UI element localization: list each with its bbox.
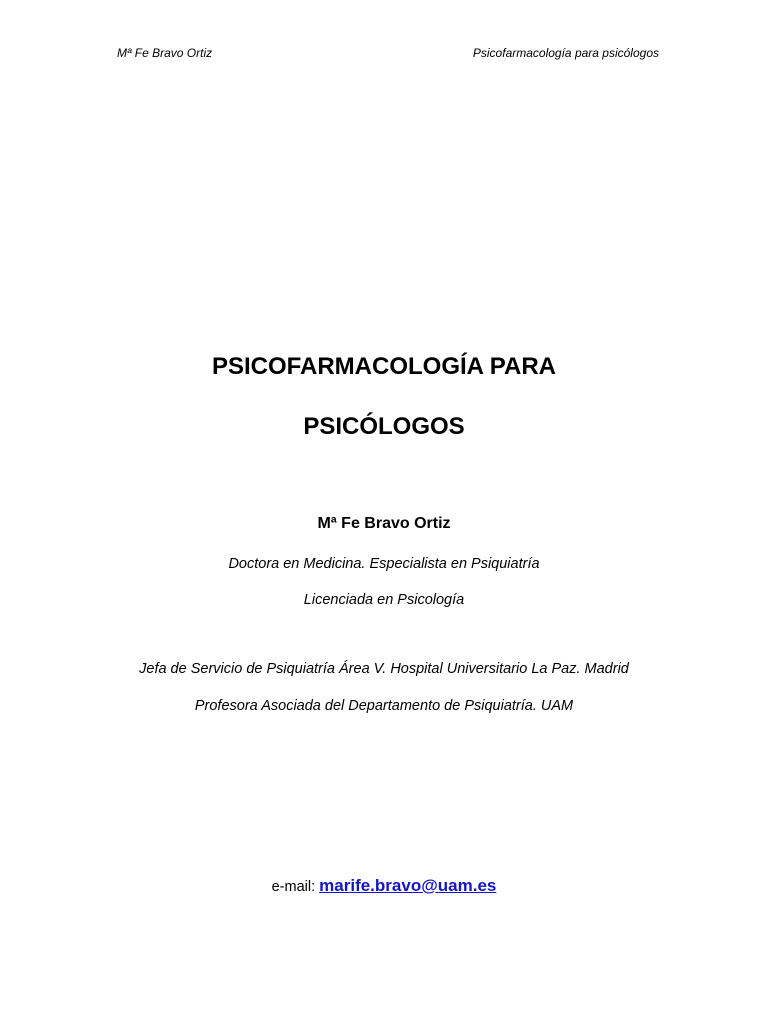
author-name: Mª Fe Bravo Ortiz bbox=[317, 515, 451, 532]
author-role-degree: Doctora en Medicina. Especialista en Psiquiatría bbox=[228, 556, 540, 572]
author-role-affiliation: Profesora Asociada del Departamento de Psiquiatría. UAM bbox=[194, 698, 574, 714]
document-title-line-2: PSICÓLOGOS bbox=[303, 413, 465, 440]
author-role-position: Jefa de Servicio de Psiquiatría Área V. Hospital Universitario La Paz. Madrid bbox=[139, 661, 629, 677]
running-header-author: Mª Fe Bravo Ortiz bbox=[117, 46, 213, 60]
running-header-title: Psicofarmacología para psicólogos bbox=[472, 46, 659, 60]
contact-email-line bbox=[0, 875, 768, 898]
document-title-line-1: PSICOFARMACOLOGÍA PARA bbox=[211, 353, 556, 380]
email-link[interactable]: marife.bravo@uam.es bbox=[319, 876, 497, 895]
email-label: e-mail: bbox=[271, 879, 320, 895]
author-role-license: Licenciada en Psicología bbox=[303, 592, 465, 608]
